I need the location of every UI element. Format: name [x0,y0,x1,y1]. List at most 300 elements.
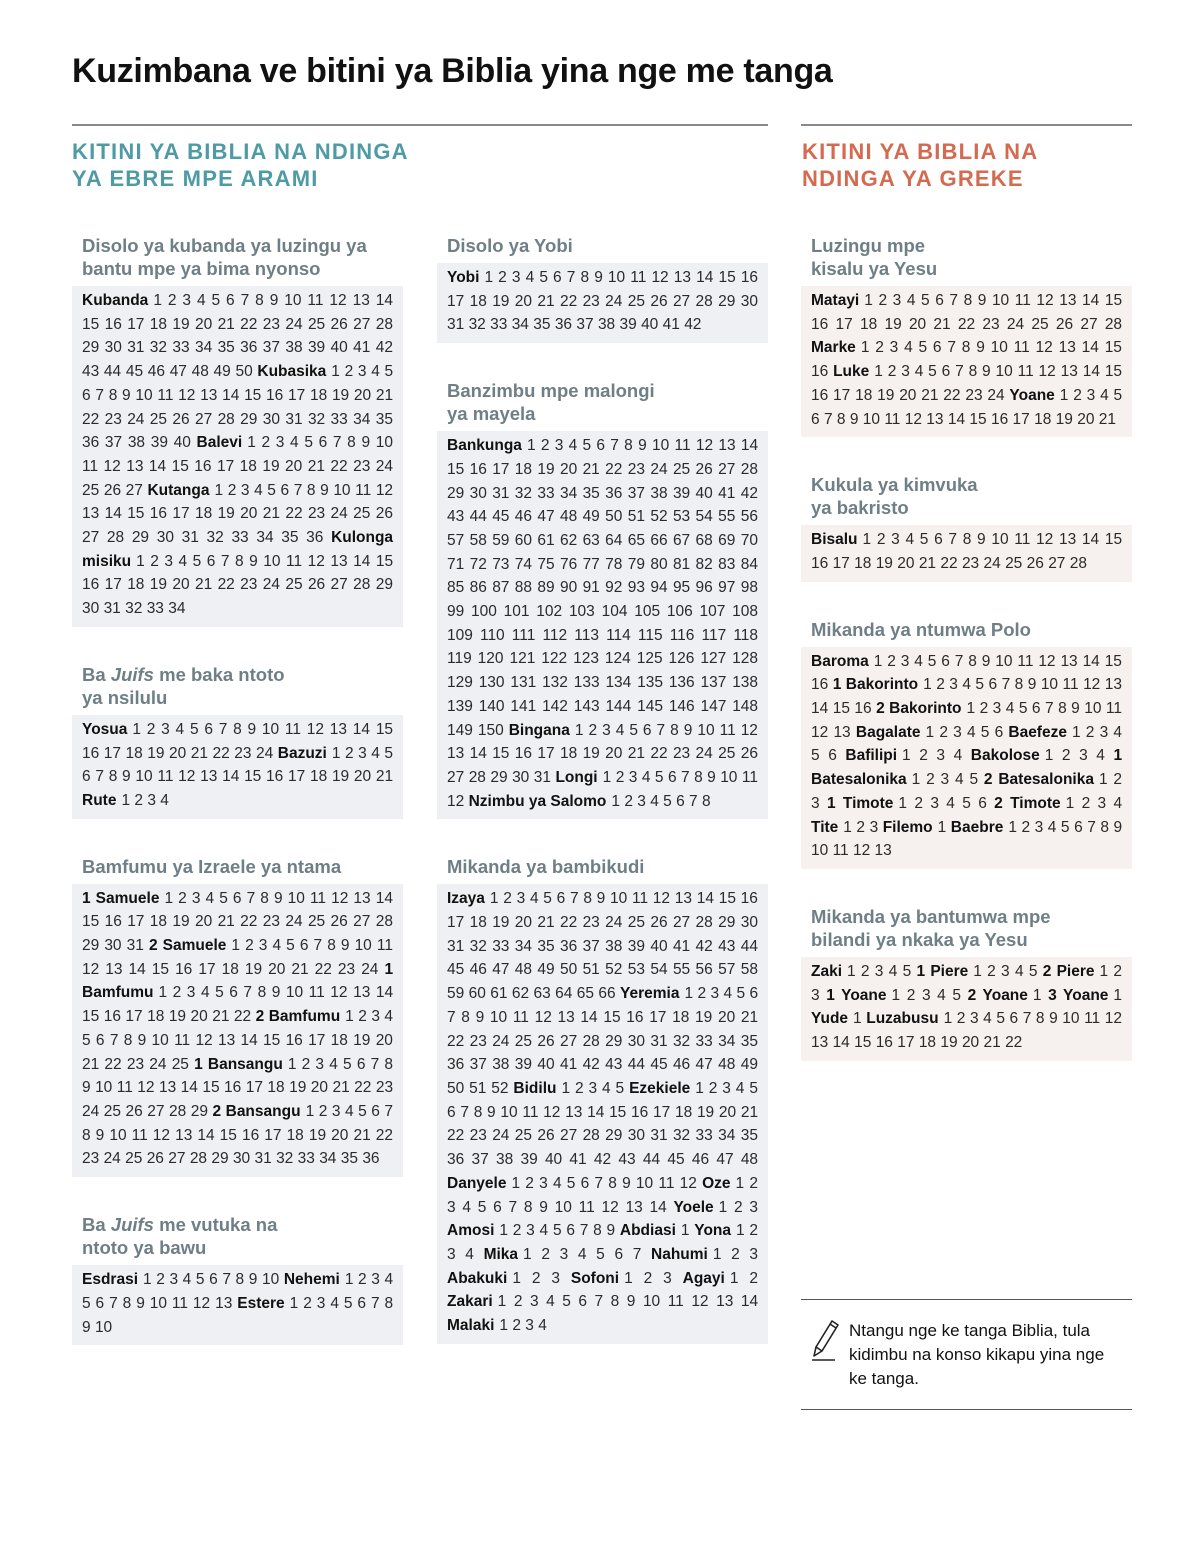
chapter-checkbox[interactable]: 1 [712,1245,722,1263]
chapter-checkbox[interactable]: 50 [447,1079,465,1097]
chapter-checkbox[interactable]: 32 [276,1150,294,1168]
chapter-checkbox[interactable]: 27 [168,1150,186,1168]
chapter-checkbox[interactable]: 22 [82,410,100,428]
chapter-checkbox[interactable]: 62 [559,531,578,549]
chapter-checkbox[interactable]: 5 [919,531,929,549]
chapter-checkbox[interactable]: 36 [82,434,100,452]
chapter-checkbox[interactable]: 22 [233,1008,252,1026]
chapter-checkbox[interactable]: 1 [853,1010,862,1028]
chapter-checkbox[interactable]: 26 [650,292,668,310]
chapter-checkbox[interactable]: 40 [537,1056,555,1074]
chapter-checkbox[interactable]: 3 [1034,818,1044,836]
chapter-checkbox[interactable]: 32 [206,529,224,547]
chapter-checkbox[interactable]: 79 [627,555,645,573]
chapter-checkbox[interactable]: 25 [718,745,736,763]
chapter-checkbox[interactable]: 24 [82,1102,100,1120]
chapter-checkbox[interactable]: 11 [376,937,393,955]
chapter-checkbox[interactable]: 3 [169,1271,179,1289]
chapter-checkbox[interactable]: 37 [104,434,123,452]
chapter-checkbox[interactable]: 21 [262,505,280,523]
chapter-checkbox[interactable]: 10 [94,1318,113,1336]
chapter-checkbox[interactable]: 134 [605,674,632,692]
chapter-checkbox[interactable]: 14 [1082,363,1100,381]
chapter-checkbox[interactable]: 4 [384,1271,394,1289]
chapter-checkbox[interactable]: 14 [740,1293,759,1311]
chapter-checkbox[interactable]: 1 [331,744,341,762]
chapter-checkbox[interactable]: 11 [884,410,901,428]
chapter-checkbox[interactable]: 1 [345,1008,354,1026]
chapter-checkbox[interactable]: 37 [576,316,594,334]
chapter-checkbox[interactable]: 21 [307,457,325,475]
chapter-checkbox[interactable]: 24 [330,505,348,523]
chapter-checkbox[interactable]: 21 [217,913,235,931]
chapter-checkbox[interactable]: 17 [447,292,465,310]
chapter-checkbox[interactable]: 50 [235,363,253,381]
chapter-checkbox[interactable]: 14 [180,1079,198,1097]
chapter-checkbox[interactable]: 120 [477,650,504,668]
chapter-checkbox[interactable]: 4 [175,720,185,738]
chapter-checkbox[interactable]: 26 [330,315,348,333]
chapter-checkbox[interactable]: 23 [234,744,252,762]
chapter-checkbox[interactable]: 116 [669,626,695,644]
chapter-checkbox[interactable]: 4 [1096,747,1105,765]
chapter-checkbox[interactable]: 1 [153,292,162,309]
chapter-checkbox[interactable]: 7 [293,481,303,499]
chapter-checkbox[interactable]: 39 [307,339,326,357]
chapter-checkbox[interactable]: 14 [104,505,122,523]
chapter-checkbox[interactable]: 12 [195,1031,213,1049]
chapter-checkbox[interactable]: 3 [447,1245,456,1263]
chapter-checkbox[interactable]: 8 [384,1294,394,1312]
chapter-checkbox[interactable]: 34 [718,1032,736,1050]
chapter-checkbox[interactable]: 18 [514,460,533,478]
chapter-checkbox[interactable]: 57 [447,531,465,549]
chapter-checkbox[interactable]: 3 [811,986,820,1004]
chapter-checkbox[interactable]: 30 [627,1127,645,1145]
chapter-checkbox[interactable]: 118 [733,626,759,644]
chapter-checkbox[interactable]: 6 [932,339,942,357]
chapter-checkbox[interactable]: 10 [261,720,280,738]
chapter-checkbox[interactable]: 26 [740,745,758,763]
chapter-checkbox[interactable]: 8 [108,768,118,786]
chapter-checkbox[interactable]: 16 [266,768,284,786]
chapter-checkbox[interactable]: 99 [447,603,465,621]
chapter-checkbox[interactable]: 44 [740,937,758,955]
chapter-checkbox[interactable]: 4 [1005,700,1015,718]
chapter-checkbox[interactable]: 2 [956,1010,966,1028]
chapter-checkbox[interactable]: 1 [287,1055,297,1073]
chapter-checkbox[interactable]: 14 [947,410,966,428]
chapter-checkbox[interactable]: 6 [566,1222,575,1240]
chapter-checkbox[interactable]: 17 [103,744,121,762]
chapter-checkbox[interactable]: 4 [178,552,188,570]
chapter-checkbox[interactable]: 8 [694,768,703,786]
chapter-checkbox[interactable]: 29 [375,576,393,594]
chapter-checkbox[interactable]: 24 [361,960,379,978]
chapter-checkbox[interactable]: 32 [125,600,143,618]
chapter-checkbox[interactable]: 28 [375,913,393,931]
chapter-checkbox[interactable]: 27 [147,1102,165,1120]
chapter-checkbox[interactable]: 13 [352,292,370,309]
chapter-checkbox[interactable]: 9 [320,481,329,499]
chapter-checkbox[interactable]: 8 [123,1031,133,1049]
chapter-checkbox[interactable]: 5 [629,721,638,739]
chapter-checkbox[interactable]: 21 [375,386,394,404]
chapter-checkbox[interactable]: 10 [610,890,628,908]
chapter-checkbox[interactable]: 47 [169,363,187,381]
chapter-checkbox[interactable]: 4 [905,531,915,549]
chapter-checkbox[interactable]: 6 [676,792,685,810]
chapter-checkbox[interactable]: 16 [469,460,487,478]
chapter-checkbox[interactable]: 12 [331,889,349,907]
chapter-checkbox[interactable]: 2 [979,700,989,718]
chapter-checkbox[interactable]: 1 [736,1222,745,1240]
chapter-checkbox[interactable]: 2 [1021,818,1031,836]
chapter-checkbox[interactable]: 33 [695,1032,713,1050]
chapter-checkbox[interactable]: 10 [333,481,351,499]
chapter-checkbox[interactable]: 37 [627,484,645,502]
chapter-checkbox[interactable]: 7 [222,1271,231,1289]
chapter-checkbox[interactable]: 124 [604,650,631,668]
chapter-checkbox[interactable]: 21 [740,1103,759,1121]
chapter-checkbox[interactable]: 31 [650,1032,668,1050]
chapter-checkbox[interactable]: 8 [82,1126,91,1144]
chapter-checkbox[interactable]: 1 [331,363,340,381]
chapter-checkbox[interactable]: 17 [288,768,306,786]
chapter-checkbox[interactable]: 2 [615,768,625,786]
chapter-checkbox[interactable]: 66 [650,531,668,549]
chapter-checkbox[interactable]: 107 [699,603,726,621]
chapter-checkbox[interactable]: 4 [290,434,299,452]
chapter-checkbox[interactable]: 20 [908,315,927,333]
chapter-checkbox[interactable]: 40 [695,484,713,502]
chapter-checkbox[interactable]: 33 [172,339,190,357]
chapter-checkbox[interactable]: 45 [650,1056,668,1074]
chapter-checkbox[interactable]: 36 [306,529,324,547]
chapter-checkbox[interactable]: 19 [331,386,350,404]
chapter-checkbox[interactable]: 13 [447,745,465,763]
chapter-checkbox[interactable]: 3 [602,721,611,739]
chapter-checkbox[interactable]: 20 [718,1103,737,1121]
chapter-checkbox[interactable]: 9 [248,1271,258,1289]
chapter-checkbox[interactable]: 4 [602,1079,611,1097]
chapter-checkbox[interactable]: 16 [854,700,872,718]
chapter-checkbox[interactable]: 1 [624,1269,633,1287]
chapter-checkbox[interactable]: 29 [490,768,508,786]
chapter-checkbox[interactable]: 34 [319,1150,337,1168]
chapter-checkbox[interactable]: 8 [963,292,973,309]
chapter-checkbox[interactable]: 145 [637,697,663,715]
chapter-checkbox[interactable]: 4 [641,768,651,786]
chapter-checkbox[interactable]: 64 [605,531,623,549]
chapter-checkbox[interactable]: 19 [308,1126,327,1144]
chapter-checkbox[interactable]: 4 [205,889,215,907]
chapter-checkbox[interactable]: 3 [628,768,638,786]
chapter-checkbox[interactable]: 13 [82,505,100,523]
chapter-checkbox[interactable]: 4 [937,986,946,1004]
chapter-checkbox[interactable]: 18 [854,554,872,572]
chapter-checkbox[interactable]: 11 [1017,363,1034,381]
chapter-checkbox[interactable]: 12 [652,890,671,908]
chapter-checkbox[interactable]: 3 [371,1271,380,1289]
chapter-checkbox[interactable]: 33 [231,529,249,547]
chapter-checkbox[interactable]: 35 [533,316,551,334]
chapter-checkbox[interactable]: 64 [555,985,573,1003]
chapter-checkbox[interactable]: 1 [499,1317,509,1335]
chapter-checkbox[interactable]: 22 [354,1079,372,1097]
chapter-checkbox[interactable]: 7 [313,937,323,955]
chapter-checkbox[interactable]: 20 [353,768,372,786]
chapter-checkbox[interactable]: 3 [869,818,879,836]
chapter-checkbox[interactable]: 12 [82,960,100,978]
chapter-checkbox[interactable]: 29 [605,1127,623,1145]
chapter-checkbox[interactable]: 6 [614,1245,624,1263]
chapter-checkbox[interactable]: 7 [109,1294,118,1312]
chapter-checkbox[interactable]: 2 [734,1198,743,1216]
chapter-checkbox[interactable]: 27 [672,292,691,310]
chapter-checkbox[interactable]: 12 [904,410,922,428]
chapter-checkbox[interactable]: 29 [211,1150,229,1168]
chapter-checkbox[interactable]: 13 [158,1079,177,1097]
chapter-checkbox[interactable]: 3 [1001,962,1010,980]
chapter-checkbox[interactable]: 1 [680,1222,690,1240]
chapter-checkbox[interactable]: 110 [479,626,505,644]
chapter-checkbox[interactable]: 20 [194,913,213,931]
chapter-checkbox[interactable]: 6 [95,1294,105,1312]
chapter-checkbox[interactable]: 20 [190,1008,208,1026]
chapter-checkbox[interactable]: 88 [514,579,533,597]
chapter-checkbox[interactable]: 40 [641,316,659,334]
chapter-checkbox[interactable]: 23 [582,292,600,310]
chapter-checkbox[interactable]: 5 [384,363,394,381]
chapter-checkbox[interactable]: 14 [1082,292,1100,309]
chapter-checkbox[interactable]: 22 [240,913,258,931]
chapter-checkbox[interactable]: 6 [642,721,652,739]
chapter-checkbox[interactable]: 4 [1113,794,1123,812]
chapter-checkbox[interactable]: 20 [194,315,213,333]
chapter-checkbox[interactable]: 4 [735,1079,745,1097]
chapter-checkbox[interactable]: 4 [329,1055,338,1073]
chapter-checkbox[interactable]: 6 [206,552,216,570]
chapter-checkbox[interactable]: 9 [361,434,371,452]
chapter-checkbox[interactable]: 12 [306,720,325,738]
chapter-checkbox[interactable]: 36 [605,484,623,502]
chapter-checkbox[interactable]: 11 [674,437,691,455]
chapter-checkbox[interactable]: 3 [588,1079,598,1097]
chapter-checkbox[interactable]: 2 [887,363,897,381]
chapter-checkbox[interactable]: 3 [1099,723,1109,741]
chapter-checkbox[interactable]: 135 [637,674,663,692]
chapter-checkbox[interactable]: 8 [624,437,633,455]
chapter-checkbox[interactable]: 1 [860,339,870,357]
chapter-checkbox[interactable]: 6 [828,747,837,765]
chapter-checkbox[interactable]: 19 [147,744,165,762]
chapter-checkbox[interactable]: 5 [189,720,199,738]
chapter-checkbox[interactable]: 2 [301,1055,311,1073]
chapter-checkbox[interactable]: 6 [994,723,1004,741]
chapter-checkbox[interactable]: 31 [126,937,144,955]
chapter-checkbox[interactable]: 13 [1058,339,1076,357]
chapter-checkbox[interactable]: 10 [263,552,281,570]
chapter-checkbox[interactable]: 115 [637,626,663,644]
chapter-checkbox[interactable]: 18 [469,292,487,310]
chapter-checkbox[interactable]: 17 [447,914,465,932]
chapter-checkbox[interactable]: 15 [603,1008,621,1026]
chapter-checkbox[interactable]: 18 [127,576,145,594]
chapter-checkbox[interactable]: 6 [580,1174,590,1192]
chapter-checkbox[interactable]: 6 [941,363,951,381]
chapter-checkbox[interactable]: 11 [1105,700,1123,718]
chapter-checkbox[interactable]: 3 [969,1010,979,1028]
chapter-checkbox[interactable]: 5 [82,1294,91,1312]
chapter-checkbox[interactable]: 11 [1084,1010,1101,1028]
chapter-checkbox[interactable]: 34 [514,937,533,955]
chapter-checkbox[interactable]: 12 [447,792,465,810]
chapter-checkbox[interactable]: 2 [575,1079,584,1097]
chapter-checkbox[interactable]: 1 [1071,723,1081,741]
chapter-checkbox[interactable]: 24 [375,457,394,475]
chapter-checkbox[interactable]: 20 [514,914,533,932]
chapter-checkbox[interactable]: 13 [126,457,144,475]
chapter-checkbox[interactable]: 15 [375,720,394,738]
chapter-checkbox[interactable]: 16 [811,363,829,381]
chapter-checkbox[interactable]: 23 [240,576,258,594]
chapter-checkbox[interactable]: 7 [95,386,104,404]
chapter-checkbox[interactable]: 17 [127,913,145,931]
chapter-checkbox[interactable]: 25 [627,914,645,932]
chapter-checkbox[interactable]: 12 [679,1174,697,1192]
chapter-checkbox[interactable]: 33 [695,1127,713,1145]
chapter-checkbox[interactable]: 35 [537,937,555,955]
chapter-checkbox[interactable]: 22 [1005,1034,1023,1052]
chapter-checkbox[interactable]: 73 [492,555,510,573]
chapter-checkbox[interactable]: 28 [353,576,371,594]
chapter-checkbox[interactable]: 5 [927,652,937,670]
chapter-checkbox[interactable]: 51 [469,1079,487,1097]
chapter-checkbox[interactable]: 3 [992,700,1002,718]
chapter-checkbox[interactable]: 10 [149,1294,167,1312]
chapter-checkbox[interactable]: 44 [103,363,122,381]
chapter-checkbox[interactable]: 11 [284,720,301,738]
chapter-checkbox[interactable]: 24 [285,913,303,931]
chapter-checkbox[interactable]: 3 [940,771,950,789]
chapter-checkbox[interactable]: 21 [627,745,645,763]
chapter-checkbox[interactable]: 21 [1098,410,1117,428]
chapter-checkbox[interactable]: 4 [953,747,963,765]
chapter-checkbox[interactable]: 35 [340,1150,358,1168]
chapter-checkbox[interactable]: 104 [601,603,628,621]
chapter-checkbox[interactable]: 18 [672,1008,690,1026]
chapter-checkbox[interactable]: 2 [498,269,507,286]
chapter-checkbox[interactable]: 9 [122,768,131,786]
chapter-checkbox[interactable]: 83 [718,555,736,573]
chapter-checkbox[interactable]: 129 [447,674,473,692]
chapter-checkbox[interactable]: 23 [982,315,1000,333]
chapter-checkbox[interactable]: 47 [716,1151,734,1169]
chapter-checkbox[interactable]: 130 [478,674,505,692]
chapter-checkbox[interactable]: 24 [987,386,1005,404]
chapter-checkbox[interactable]: 25 [285,576,303,594]
chapter-checkbox[interactable]: 8 [257,984,267,1002]
chapter-checkbox[interactable]: 8 [255,292,264,309]
chapter-checkbox[interactable]: 3 [749,1198,759,1216]
chapter-checkbox[interactable]: 25 [627,292,645,310]
chapter-checkbox[interactable]: 41 [672,937,691,955]
chapter-checkbox[interactable]: 26 [330,913,348,931]
chapter-checkbox[interactable]: 13 [329,720,348,738]
chapter-checkbox[interactable]: 122 [541,650,568,668]
chapter-checkbox[interactable]: 1 [966,700,976,718]
chapter-checkbox[interactable]: 2 [227,481,237,499]
chapter-checkbox[interactable]: 10 [500,1103,518,1121]
chapter-checkbox[interactable]: 13 [1060,363,1078,381]
chapter-checkbox[interactable]: 22 [943,386,961,404]
chapter-checkbox[interactable]: 7 [594,1174,604,1192]
chapter-checkbox[interactable]: 81 [672,555,691,573]
chapter-checkbox[interactable]: 4 [538,1317,547,1335]
chapter-checkbox[interactable]: 17 [492,460,510,478]
chapter-checkbox[interactable]: 23 [627,460,645,478]
chapter-checkbox[interactable]: 8 [580,269,590,286]
chapter-checkbox[interactable]: 2 [525,1174,534,1192]
chapter-checkbox[interactable]: 35 [375,410,393,428]
chapter-checkbox[interactable]: 3 [749,1245,759,1263]
chapter-checkbox[interactable]: 43 [82,363,100,381]
chapter-checkbox[interactable]: 13 [217,1031,236,1049]
chapter-checkbox[interactable]: 16 [514,745,533,763]
chapter-checkbox[interactable]: 24 [256,744,274,762]
chapter-checkbox[interactable]: 2 [876,531,886,549]
chapter-checkbox[interactable]: 13 [175,1126,193,1144]
chapter-checkbox[interactable]: 12 [307,552,325,570]
chapter-checkbox[interactable]: 2 [906,986,916,1004]
chapter-checkbox[interactable]: 36 [559,937,578,955]
chapter-checkbox[interactable]: 1 [489,890,499,908]
chapter-checkbox[interactable]: 117 [701,626,727,644]
chapter-checkbox[interactable]: 8 [583,890,592,908]
chapter-checkbox[interactable]: 13 [716,1293,734,1311]
chapter-checkbox[interactable]: 1 [526,437,536,455]
chapter-checkbox[interactable]: 1 [1098,771,1108,789]
chapter-checkbox[interactable]: 31 [285,410,303,428]
chapter-checkbox[interactable]: 16 [811,315,829,333]
chapter-checkbox[interactable]: 5 [343,1055,352,1073]
chapter-checkbox[interactable]: 17 [216,457,235,475]
chapter-checkbox[interactable]: 32 [468,316,486,334]
chapter-checkbox[interactable]: 146 [668,697,695,715]
chapter-checkbox[interactable]: 12 [1038,652,1056,670]
chapter-checkbox[interactable]: 2 [936,676,945,694]
chapter-checkbox[interactable]: 2 [172,984,182,1002]
chapter-checkbox[interactable]: 98 [740,579,758,597]
chapter-checkbox[interactable]: 4 [200,984,210,1002]
chapter-checkbox[interactable]: 2 [344,363,354,381]
chapter-checkbox[interactable]: 1 [499,1222,508,1240]
chapter-checkbox[interactable]: 100 [471,603,497,621]
chapter-checkbox[interactable]: 29 [190,1102,208,1120]
chapter-checkbox[interactable]: 16 [104,913,122,931]
chapter-checkbox[interactable]: 34 [353,410,371,428]
chapter-checkbox[interactable]: 28 [582,1032,600,1050]
chapter-checkbox[interactable]: 1 [132,720,141,738]
chapter-checkbox[interactable]: 1 [902,747,911,765]
chapter-checkbox[interactable]: 18 [147,1008,165,1026]
chapter-checkbox[interactable]: 3 [551,1269,560,1287]
chapter-checkbox[interactable]: 109 [447,626,473,644]
chapter-checkbox[interactable]: 58 [469,531,487,549]
chapter-checkbox[interactable]: 23 [469,1032,487,1050]
chapter-checkbox[interactable]: 11 [658,1174,675,1192]
